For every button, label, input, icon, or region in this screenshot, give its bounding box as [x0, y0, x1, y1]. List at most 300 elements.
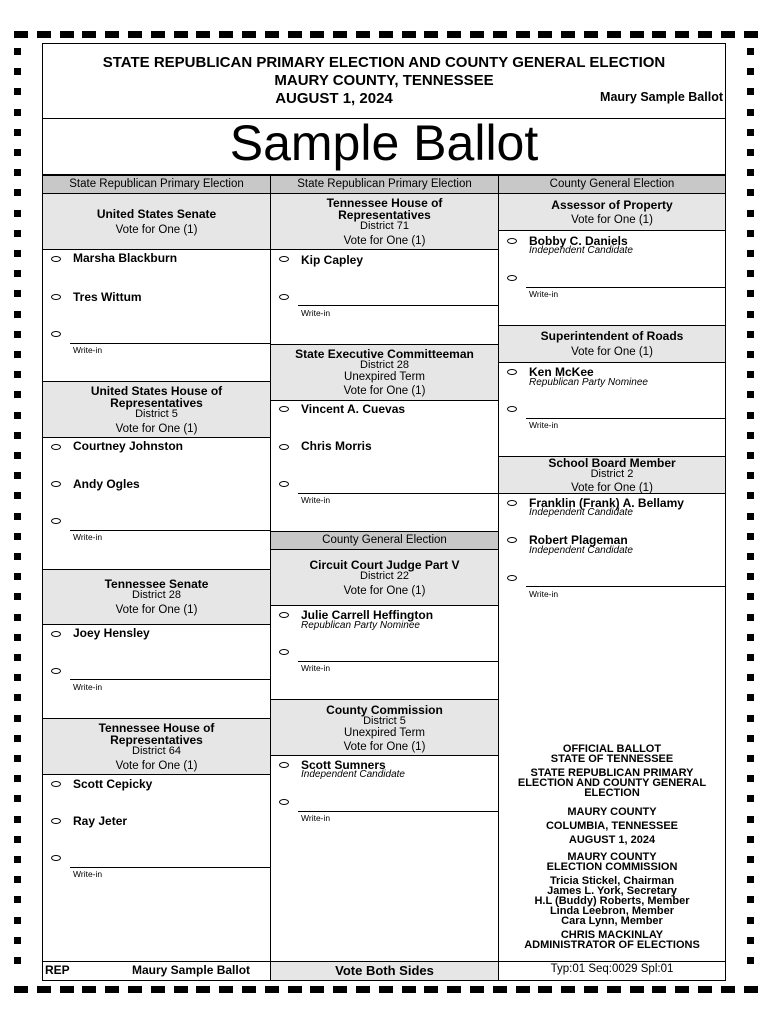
timing-mark	[310, 986, 324, 993]
vote-oval[interactable]	[507, 500, 517, 506]
vote-oval[interactable]	[51, 294, 61, 300]
timing-mark	[747, 755, 754, 762]
vote-oval[interactable]	[507, 537, 517, 543]
candidate-party: Independent Candidate	[529, 245, 633, 256]
write-in-line[interactable]	[70, 343, 271, 344]
race-tn-house-71	[270, 193, 499, 250]
timing-mark	[14, 250, 21, 257]
vote-instruction: Vote for One (1)	[115, 604, 198, 616]
write-in-label: Write-in	[301, 663, 331, 673]
race-title: United States House of	[90, 384, 223, 398]
vote-oval[interactable]	[51, 256, 61, 262]
timing-mark	[747, 553, 754, 560]
page-title: Sample Ballot	[229, 115, 539, 171]
timing-mark	[747, 109, 754, 116]
timing-mark	[607, 31, 621, 38]
race-tn-house-64	[42, 718, 271, 775]
write-in-oval[interactable]	[279, 799, 289, 805]
timing-mark	[744, 986, 758, 993]
race-exec-committeeman	[270, 344, 499, 401]
vote-oval[interactable]	[507, 369, 517, 375]
candidate-name: Chris Morris	[301, 439, 372, 453]
write-in-label: Write-in	[529, 420, 559, 430]
timing-mark	[402, 986, 416, 993]
timing-mark	[747, 311, 754, 318]
write-in-line[interactable]	[526, 287, 726, 288]
write-in-line[interactable]	[70, 679, 271, 680]
timing-mark	[470, 986, 484, 993]
race-school-board	[498, 456, 726, 494]
timing-mark	[356, 31, 370, 38]
timing-mark	[14, 48, 21, 55]
timing-mark	[14, 513, 21, 520]
timing-mark	[14, 412, 21, 419]
race-title: County Commission	[326, 703, 443, 717]
official-member: James L. York, Secretary	[547, 885, 677, 897]
timing-mark	[379, 986, 393, 993]
timing-mark	[493, 31, 507, 38]
candidate-name: Tres Wittum	[73, 290, 142, 304]
candidate-party: Republican Party Nominee	[301, 620, 420, 631]
official-city: COLUMBIA, TENNESSEE	[545, 820, 678, 832]
candidate-name: Joey Hensley	[73, 626, 150, 640]
timing-mark	[14, 472, 21, 479]
timing-mark	[14, 331, 21, 338]
timing-mark	[747, 775, 754, 782]
candidate-name: Vincent A. Cuevas	[301, 402, 406, 416]
timing-mark	[747, 472, 754, 479]
candidate-name: Courtney Johnston	[73, 439, 183, 453]
timing-mark	[14, 169, 21, 176]
header-right-label: Maury Sample Ballot	[600, 90, 723, 104]
candidate-name: Bobby C. Daniels	[529, 234, 628, 248]
timing-mark	[561, 986, 575, 993]
vote-oval[interactable]	[51, 444, 61, 450]
race-term: Unexpired Term	[344, 727, 425, 739]
timing-mark	[14, 937, 21, 944]
timing-mark	[747, 270, 754, 277]
timing-mark	[14, 31, 28, 38]
write-in-line[interactable]	[298, 661, 499, 662]
timing-mark	[14, 189, 21, 196]
column-header-1: State Republican Primary Election	[42, 175, 271, 194]
candidate-name: Julie Carrell Heffington	[301, 608, 434, 622]
section-header-county: County General Election	[270, 531, 499, 550]
timing-mark	[14, 986, 28, 993]
footer-ballot-label: Maury Sample Ballot	[132, 963, 251, 977]
timing-mark	[747, 169, 754, 176]
official-election-2: ELECTION AND COUNTY GENERAL	[517, 777, 707, 789]
timing-mark	[747, 836, 754, 843]
candidate-party: Independent Candidate	[529, 545, 633, 556]
timing-mark	[242, 986, 256, 993]
timing-mark	[14, 836, 21, 843]
timing-mark	[14, 694, 21, 701]
vote-oval[interactable]	[51, 481, 61, 487]
write-in-label: Write-in	[529, 589, 559, 599]
timing-mark	[747, 573, 754, 580]
write-in-oval[interactable]	[507, 406, 517, 412]
candidate-name: Franklin (Frank) A. Bellamy	[529, 496, 684, 510]
timing-mark	[516, 31, 530, 38]
race-roads	[498, 325, 726, 363]
timing-mark	[288, 31, 302, 38]
official-commission-1: MAURY COUNTY	[567, 851, 657, 863]
timing-mark	[747, 876, 754, 883]
timing-mark	[14, 68, 21, 75]
timing-mark	[470, 31, 484, 38]
timing-mark	[14, 553, 21, 560]
footer-ballot-code: Typ:01 Seq:0029 Spl:01	[550, 963, 674, 975]
write-in-label: Write-in	[529, 289, 559, 299]
timing-mark	[652, 986, 666, 993]
official-county: MAURY COUNTY	[567, 806, 657, 818]
timing-mark	[424, 986, 438, 993]
timing-mark	[402, 31, 416, 38]
timing-mark	[747, 210, 754, 217]
write-in-label: Write-in	[73, 869, 103, 879]
timing-mark	[14, 270, 21, 277]
official-election-3: ELECTION	[584, 787, 640, 799]
write-in-oval[interactable]	[51, 331, 61, 337]
write-in-label: Write-in	[301, 495, 331, 505]
vote-oval[interactable]	[279, 762, 289, 768]
timing-mark	[14, 149, 21, 156]
timing-mark	[747, 492, 754, 499]
write-in-line[interactable]	[298, 305, 499, 306]
timing-mark	[14, 109, 21, 116]
timing-mark	[447, 986, 461, 993]
vote-instruction: Vote for One (1)	[343, 235, 426, 247]
timing-mark	[747, 68, 754, 75]
candidate-name: Marsha Blackburn	[73, 251, 178, 265]
timing-mark	[82, 986, 96, 993]
timing-mark	[747, 391, 754, 398]
candidate-party: Independent Candidate	[301, 769, 405, 780]
timing-mark	[584, 31, 598, 38]
timing-mark	[14, 432, 21, 439]
timing-mark	[333, 986, 347, 993]
timing-mark	[561, 31, 575, 38]
write-in-oval[interactable]	[279, 294, 289, 300]
timing-mark	[14, 452, 21, 459]
race-title-2: Representatives	[110, 733, 203, 747]
vote-oval[interactable]	[279, 406, 289, 412]
write-in-oval[interactable]	[51, 668, 61, 674]
timing-mark	[607, 986, 621, 993]
timing-mark	[14, 311, 21, 318]
timing-mark	[14, 896, 21, 903]
write-in-oval[interactable]	[507, 575, 517, 581]
candidate-party: Independent Candidate	[529, 507, 633, 518]
timing-mark	[219, 31, 233, 38]
write-in-line[interactable]	[298, 811, 499, 812]
timing-mark	[174, 986, 188, 993]
official-administrator-title: ADMINISTRATOR OF ELECTIONS	[524, 939, 700, 951]
timing-mark	[242, 31, 256, 38]
timing-mark	[128, 31, 142, 38]
column-header-3: County General Election	[498, 175, 726, 194]
timing-mark	[747, 816, 754, 823]
race-title: United States Senate	[96, 207, 217, 221]
timing-mark	[652, 31, 666, 38]
timing-mark	[14, 876, 21, 883]
race-district: District 22	[360, 570, 409, 582]
timing-mark	[747, 331, 754, 338]
timing-mark	[14, 391, 21, 398]
race-tn-senate	[42, 569, 271, 625]
vote-oval[interactable]	[51, 818, 61, 824]
vote-instruction: Vote for One (1)	[115, 423, 198, 435]
timing-mark	[60, 31, 74, 38]
timing-mark	[698, 31, 712, 38]
timing-mark	[747, 917, 754, 924]
race-circuit-judge	[270, 549, 499, 606]
timing-mark	[747, 48, 754, 55]
timing-mark	[14, 755, 21, 762]
timing-mark	[265, 31, 279, 38]
timing-mark	[14, 856, 21, 863]
timing-mark	[37, 31, 51, 38]
candidate-name: Ray Jeter	[73, 814, 128, 828]
timing-mark	[37, 986, 51, 993]
vote-instruction: Vote for One (1)	[571, 214, 653, 226]
timing-mark	[14, 230, 21, 237]
header-line-3: AUGUST 1, 2024	[275, 90, 393, 107]
header-line-1: STATE REPUBLICAN PRIMARY ELECTION AND COUNTY GENERAL ELECTION	[102, 54, 666, 71]
write-in-line[interactable]	[526, 418, 726, 419]
timing-mark	[14, 290, 21, 297]
timing-mark	[721, 986, 735, 993]
timing-mark	[288, 986, 302, 993]
race-title: Circuit Court Judge Part V	[309, 558, 460, 572]
candidate-name: Scott Cepicky	[73, 777, 153, 791]
race-district: District 5	[363, 715, 406, 727]
timing-mark	[747, 856, 754, 863]
write-in-label: Write-in	[301, 308, 331, 318]
timing-mark	[174, 31, 188, 38]
timing-mark	[747, 957, 754, 964]
race-title: School Board Member	[548, 456, 676, 470]
vote-oval[interactable]	[279, 256, 289, 262]
timing-mark	[424, 31, 438, 38]
timing-mark	[196, 986, 210, 993]
race-title: Tennessee House of	[326, 196, 443, 210]
official-commission-2: ELECTION COMMISSION	[546, 861, 678, 873]
timing-mark	[14, 129, 21, 136]
race-title: State Executive Committeeman	[295, 347, 474, 361]
timing-mark	[747, 290, 754, 297]
timing-mark	[747, 88, 754, 95]
race-us-senate	[42, 193, 271, 250]
vote-oval[interactable]	[279, 612, 289, 618]
timing-mark	[747, 230, 754, 237]
official-member: H.L (Buddy) Roberts, Member	[534, 895, 690, 907]
timing-mark	[747, 129, 754, 136]
race-district: District 5	[135, 408, 178, 420]
header-line-2: MAURY COUNTY, TENNESSEE	[274, 72, 494, 89]
race-district: District 71	[360, 220, 409, 232]
timing-mark	[14, 917, 21, 924]
vote-oval[interactable]	[51, 781, 61, 787]
official-state: STATE OF TENNESSEE	[550, 753, 674, 765]
timing-mark	[516, 986, 530, 993]
race-us-house	[42, 381, 271, 438]
candidate-name: Andy Ogles	[73, 477, 140, 491]
timing-mark	[493, 986, 507, 993]
write-in-line[interactable]	[526, 586, 726, 587]
timing-mark	[14, 715, 21, 722]
timing-mark	[584, 986, 598, 993]
official-election-1: STATE REPUBLICAN PRIMARY	[530, 767, 694, 779]
timing-mark	[747, 250, 754, 257]
write-in-label: Write-in	[301, 813, 331, 823]
timing-mark	[60, 986, 74, 993]
vote-instruction: Vote for One (1)	[115, 760, 198, 772]
timing-mark	[151, 31, 165, 38]
timing-mark	[747, 937, 754, 944]
official-date: AUGUST 1, 2024	[568, 834, 656, 846]
timing-mark	[14, 654, 21, 661]
timing-mark	[747, 715, 754, 722]
timing-mark	[14, 795, 21, 802]
write-in-oval[interactable]	[51, 855, 61, 861]
timing-mark	[747, 432, 754, 439]
write-in-label: Write-in	[73, 532, 103, 542]
write-in-label: Write-in	[73, 345, 103, 355]
timing-mark	[14, 816, 21, 823]
timing-mark	[747, 149, 754, 156]
write-in-line[interactable]	[70, 530, 271, 531]
timing-mark	[747, 795, 754, 802]
race-title-2: Representatives	[338, 208, 431, 222]
candidate-name: Robert Plageman	[529, 533, 628, 547]
timing-mark	[747, 593, 754, 600]
timing-mark	[356, 986, 370, 993]
candidate-name: Ken McKee	[529, 365, 594, 379]
race-title-2: Representatives	[110, 396, 203, 410]
timing-mark	[698, 986, 712, 993]
race-title: Tennessee House of	[98, 721, 215, 735]
timing-mark	[128, 986, 142, 993]
write-in-line[interactable]	[298, 493, 499, 494]
timing-mark	[151, 986, 165, 993]
timing-mark	[82, 31, 96, 38]
vote-oval[interactable]	[507, 238, 517, 244]
timing-mark	[196, 31, 210, 38]
race-title: Assessor of Property	[551, 198, 673, 212]
timing-mark	[747, 533, 754, 540]
timing-mark	[14, 957, 21, 964]
timing-mark	[747, 896, 754, 903]
timing-mark	[14, 674, 21, 681]
write-in-line[interactable]	[70, 867, 271, 868]
timing-mark	[721, 31, 735, 38]
timing-mark	[14, 614, 21, 621]
timing-mark	[747, 694, 754, 701]
timing-mark	[14, 533, 21, 540]
candidate-party: Republican Party Nominee	[529, 377, 648, 388]
write-in-oval[interactable]	[279, 481, 289, 487]
vote-instruction: Vote for One (1)	[343, 385, 426, 397]
race-title: Superintendent of Roads	[540, 329, 684, 343]
timing-mark	[747, 654, 754, 661]
timing-mark	[675, 986, 689, 993]
timing-mark	[630, 986, 644, 993]
timing-mark	[675, 31, 689, 38]
timing-mark	[747, 371, 754, 378]
timing-mark	[747, 452, 754, 459]
official-title: OFFICIAL BALLOT	[562, 743, 662, 755]
vote-instruction: Vote for One (1)	[343, 741, 426, 753]
footer-party-code: REP	[45, 963, 70, 977]
timing-mark	[105, 31, 119, 38]
timing-mark	[14, 492, 21, 499]
candidate-name: Scott Sumners	[301, 758, 386, 772]
ballot-header	[42, 43, 726, 119]
timing-mark	[14, 634, 21, 641]
race-district: District 64	[132, 745, 181, 757]
timing-mark	[747, 614, 754, 621]
race-district: District 2	[590, 468, 634, 480]
timing-mark	[333, 31, 347, 38]
race-district: District 28	[132, 589, 181, 601]
write-in-label: Write-in	[73, 682, 103, 692]
race-assessor	[498, 193, 726, 231]
vote-instruction: Vote for One (1)	[115, 224, 198, 236]
column-header-2: State Republican Primary Election	[270, 175, 499, 194]
race-district: District 28	[360, 359, 409, 371]
timing-mark	[14, 210, 21, 217]
timing-mark	[538, 31, 552, 38]
timing-mark	[14, 775, 21, 782]
timing-mark	[747, 513, 754, 520]
official-member: Tricia Stickel, Chairman	[549, 875, 675, 887]
timing-mark	[105, 986, 119, 993]
official-member: Cara Lynn, Member	[561, 915, 663, 927]
timing-mark	[747, 412, 754, 419]
timing-mark	[447, 31, 461, 38]
race-county-commission	[270, 699, 499, 756]
vote-oval[interactable]	[51, 631, 61, 637]
vote-instruction: Vote for One (1)	[343, 585, 426, 597]
timing-mark	[14, 371, 21, 378]
timing-mark	[747, 634, 754, 641]
timing-mark	[310, 31, 324, 38]
vote-instruction: Vote for One (1)	[571, 482, 653, 494]
timing-mark	[265, 986, 279, 993]
timing-mark	[14, 351, 21, 358]
timing-mark	[744, 31, 758, 38]
timing-mark	[747, 735, 754, 742]
timing-mark	[219, 986, 233, 993]
write-in-oval[interactable]	[279, 649, 289, 655]
timing-mark	[14, 735, 21, 742]
timing-mark	[14, 593, 21, 600]
timing-mark	[747, 351, 754, 358]
write-in-oval[interactable]	[507, 275, 517, 281]
candidate-name: Kip Capley	[301, 253, 364, 267]
official-administrator: CHRIS MACKINLAY	[560, 929, 664, 941]
timing-mark	[747, 674, 754, 681]
race-term: Unexpired Term	[344, 371, 425, 383]
timing-mark	[379, 31, 393, 38]
race-title: Tennessee Senate	[104, 577, 209, 591]
footer-vote-both-sides: Vote Both Sides	[271, 962, 498, 980]
vote-oval[interactable]	[279, 444, 289, 450]
timing-mark	[630, 31, 644, 38]
write-in-oval[interactable]	[51, 518, 61, 524]
